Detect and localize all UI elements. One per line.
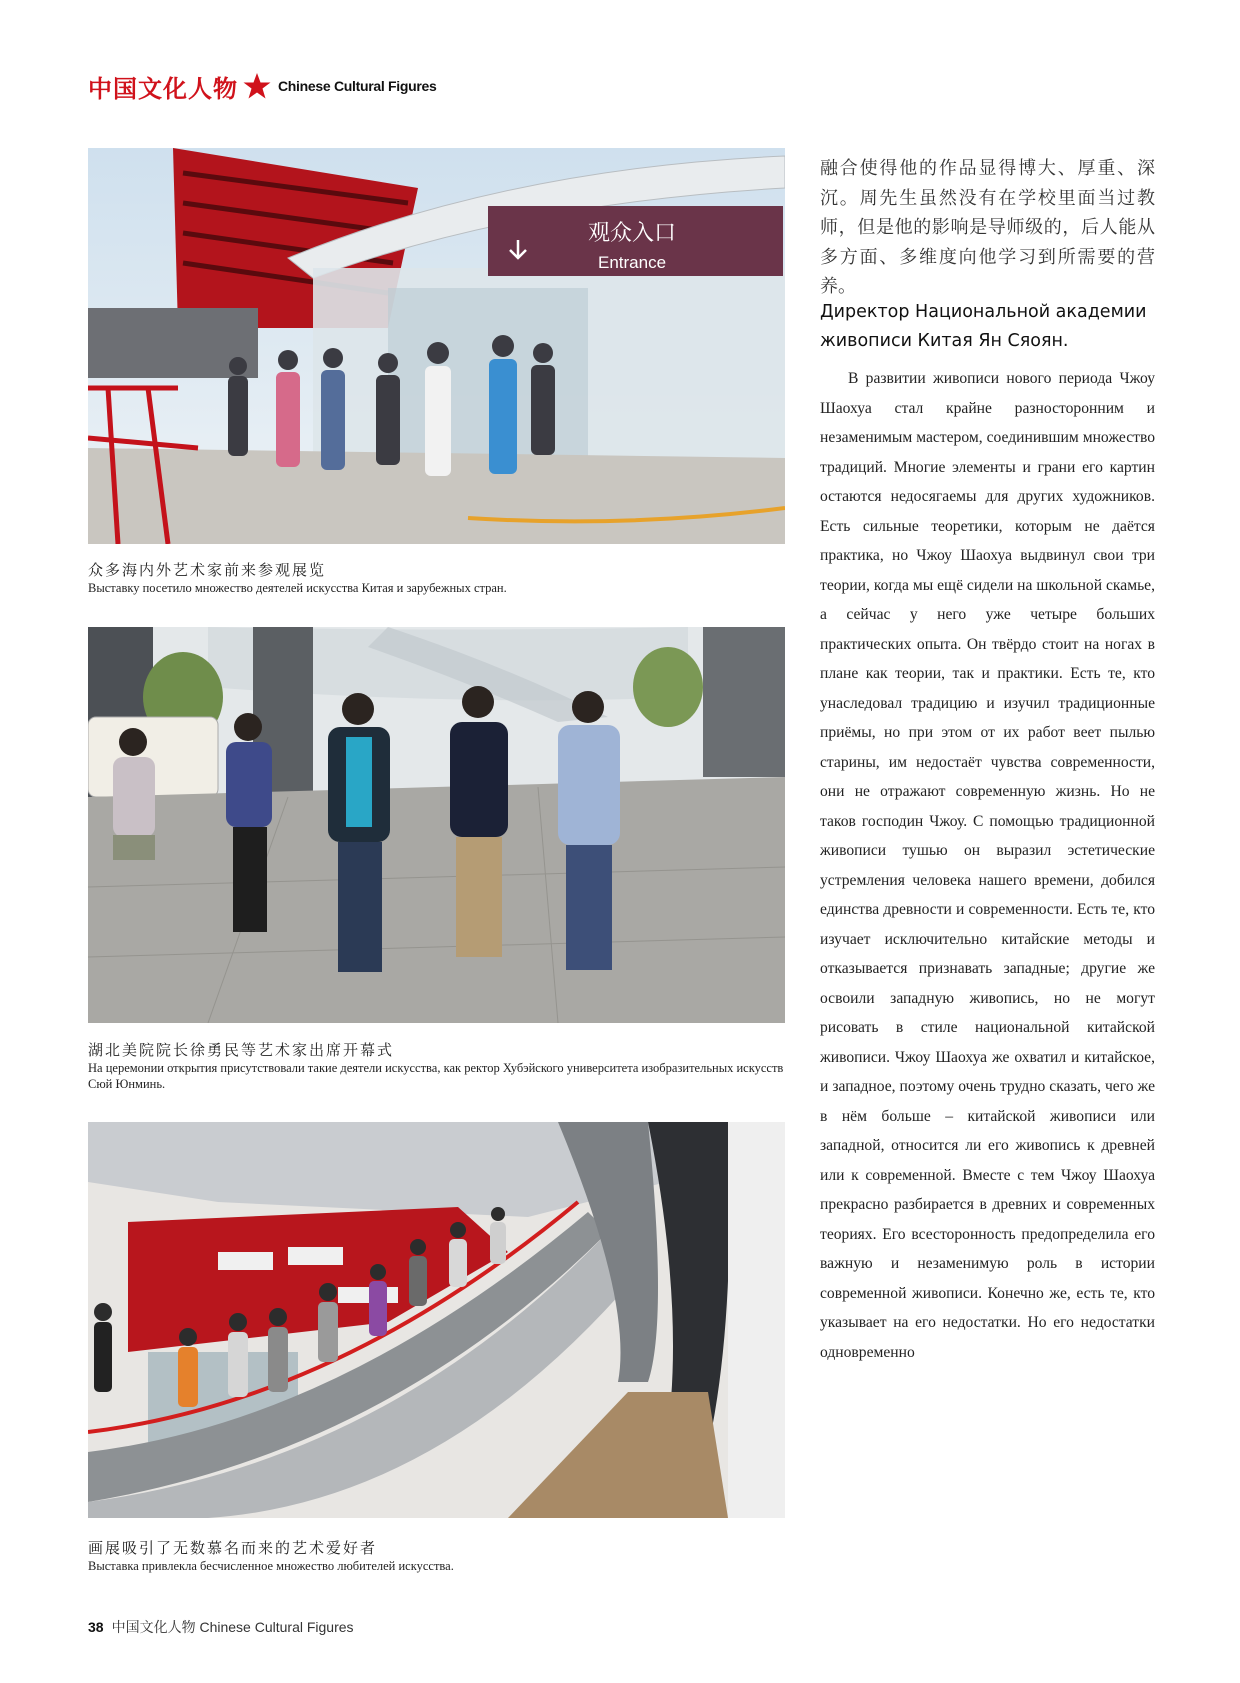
article-cn-paragraph: 融合使得他的作品显得博大、厚重、深沉。周先生虽然没有在学校里面当过教师，但是他的影响是导师级的，后人能从多方面、多维度向他学习到所需要的营养。: [820, 158, 1155, 297]
photo-caption-2: [88, 1040, 788, 1092]
caption-cn: 众多海内外艺术家前来参观展览: [88, 561, 327, 579]
photo-caption-3: [88, 1538, 788, 1574]
brand-title-en: Chinese Cultural Figures: [278, 78, 437, 94]
entrance-sign-cn: 观众入口: [588, 221, 677, 246]
page-footer: [88, 1617, 354, 1637]
caption-ru: На церемонии открытия присутствовали такие деятели искусства, как ректор Хубэйского университета изобразительных искусств Сюй Юнминь.: [88, 1061, 784, 1091]
article-heading: Директор Национальной академии живописи Китая Ян Сяоян.: [820, 302, 1147, 351]
page-number: 38: [88, 1619, 104, 1635]
photo-entrance-queue: [88, 148, 785, 544]
magazine-header: [88, 70, 437, 102]
caption-ru: Выставку посетило множество деятелей искусства Китая и зарубежных стран.: [88, 581, 507, 595]
caption-ru: Выставка привлекла бесчисленное множество любителей искусства.: [88, 1559, 454, 1573]
caption-cn: 画展吸引了无数慕名而来的艺术爱好者: [88, 1539, 378, 1557]
article-body: В развитии живописи нового периода Чжоу Шаохуа стал крайне разносторонним и незаменимым мастером, соединившим множество традиций. Многие элементы и грани его картин остаются недосягаемы для других художников. Есть сильные теоретики, которым не даётся практика, но Чжоу Шаохуа выдвинул свои три теории, когда мы ещё сидели на школьной скамье, а сейчас у него уже четыре больших практических опыта. Он твёрдо стоит на ногах в плане как теории, так и практики. Есть те, кто унаследовал традицию и изучил традиционные приёмы, но при этом от их работ веет пылью старины, им недостаёт чувства современности, они не отражают современную жизнь. Но не таков господин Чжоу. С помощью традиционной живописи тушью он выразил эстетические устремления человека нашего времени, добился единства древности и современности. Есть те, кто изучает исключительно китайские методы и отказывается признавать западные; другие же освоили западную живопись, но не могут рисовать в стиле национальной китайской живописи. Чжоу Шаохуа же охватил и китайское, и западное, поэтому очень трудно сказать, чего же в нём больше – китайской живописи или западной, относится ли его живопись к древней или к современной. Вместе с тем Чжоу Шаохуа прекрасно разбирается в древних и современных теориях. Его всесторонность предопределила его важную и незаменимую роль в истории современной живописи. Конечно же, есть те, кто указывает на его недостатки. Но его недостатки одновременно: [820, 370, 1155, 1361]
footer-title: 中国文化人物 Chinese Cultural Figures: [111, 1619, 354, 1635]
entrance-sign-en: Entrance: [598, 253, 667, 272]
photo-escalator-crowd: [88, 1122, 785, 1518]
photo-caption-1: [88, 560, 788, 596]
red-star-icon: [242, 71, 272, 101]
photo-artists-walking: [88, 627, 785, 1023]
brand-title-cn: 中国文化人物: [88, 73, 238, 103]
caption-cn: 湖北美院院长徐勇民等艺术家出席开幕式: [88, 1041, 395, 1059]
